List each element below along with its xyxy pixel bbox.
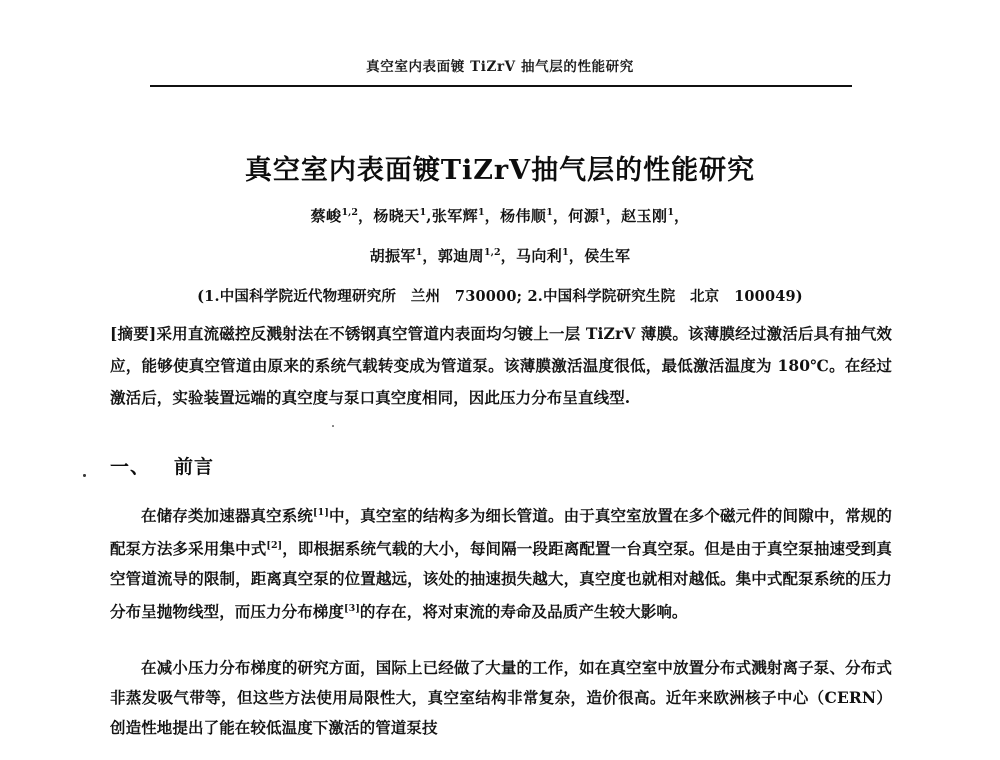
section-number: 一、 [110,456,151,478]
affiliation-line: (1.中国科学院近代物理研究所 兰州 730000; 2.中国科学院研究生院 北京 100049) [197,288,803,305]
author-name: 郭迪周 [437,247,485,265]
section-name: 前言 [174,456,215,478]
reference-marker: [3] [344,603,360,615]
author-name: 赵玉刚 [621,207,668,225]
scan-artifact-speck [332,425,334,427]
author-affiliation-marker: 1 [667,207,674,218]
author-entry: 赵玉刚$^1$， [621,207,690,225]
author-entry: 张军辉$^1$， [431,207,501,225]
header-rule [150,85,852,87]
section-heading [110,452,214,479]
author-name: 何源 [568,207,600,225]
author-name: 侯生军 [584,247,631,265]
author-affiliation-marker: 1 [562,247,569,258]
abstract-text: 采用直流磁控反溅射法在不锈钢真空管道内表面均匀镀上一层 TiZrV 薄膜。该薄膜经过激活后具有抽气效应，能够使真空管道由原来的系统气载转变成为管道泵。该薄膜激活温度很低，最低激活温度为 180℃。在经过激活后，实验装置远端的真空度与泵口真空度相同，因此压力分布呈直线型. [110,324,892,407]
body-paragraph-2 [110,653,892,743]
author-name: 杨伟顺 [500,207,547,225]
running-header-title: 真空室内表面镀 TiZrV 抽气层的性能研究 [366,59,634,75]
author-affiliation-marker: 1 [419,207,427,218]
author-name: 胡振军 [369,247,416,265]
reference-marker: [2] [266,540,283,552]
abstract-label: [摘要] [110,324,157,343]
author-name: 马向利 [515,247,563,265]
author-affiliation-marker: 1,2 [484,247,501,258]
body-paragraph-1 [110,498,892,627]
author-entry: 郭迪周$^{1,2}$， [437,247,516,265]
author-affiliation-marker: 1 [415,247,423,258]
author-line-1 [0,205,1000,226]
author-entry [584,247,630,265]
author-affiliation-marker: 1,2 [341,207,358,218]
author-name: 蔡峻 [310,207,342,225]
author-entry: 何源$^1$， [568,207,622,225]
scan-artifact-speck [83,474,86,477]
author-name: 张军辉 [431,207,479,225]
abstract-block [110,318,892,414]
paragraph-text: 在减小压力分布梯度的研究方面，国际上已经做了大量的工作，如在真空室中放置分布式溅射离子泵、分布式非蒸发吸气带等，但这些方法使用局限性大，真空室结构非常复杂，造价很高。近年来欧洲核子中心（CERN）创造性地提出了能在较低温度下激活的管道泵技 [110,658,892,737]
paragraph-text: 在储存类加速器真空系统[1]中，真空室的结构多为细长管道。由于真空室放置在多个磁元件的间隙中，常规的配泵方法多采用集中式[2]，即根据系统气载的大小，每间隔一段距离配置一台真空泵。但是由于真空泵抽速受到真空管道流导的限制，距离真空泵的位置越远，该处的抽速损失越大，真空度也就相对越低。集中式配泵系统的压力分布呈抛物线型，而压力分布梯度[3]的存在，将对束流的寿命及品质产生较大影响。 [110,506,892,622]
author-line-2 [0,245,1000,266]
reference-marker: [1] [313,507,329,518]
author-affiliation-marker: 1 [546,207,553,218]
author-entry: 胡振军$^1$， [369,247,438,265]
running-header [0,55,1000,75]
author-entry: 杨伟顺$^1$， [500,207,569,225]
author-entry: 蔡峻$^{1,2}$， [310,207,374,225]
page-title: 真空室内表面镀TiZrV抽气层的性能研究 [244,155,756,186]
author-affiliation-marker: 1 [478,207,485,218]
author-name: 杨晓天 [373,207,420,225]
author-affiliation-marker: 1 [599,207,606,218]
author-entry: 马向利$^1$， [515,247,585,265]
author-entry: 杨晓天$^1$, [373,207,432,225]
